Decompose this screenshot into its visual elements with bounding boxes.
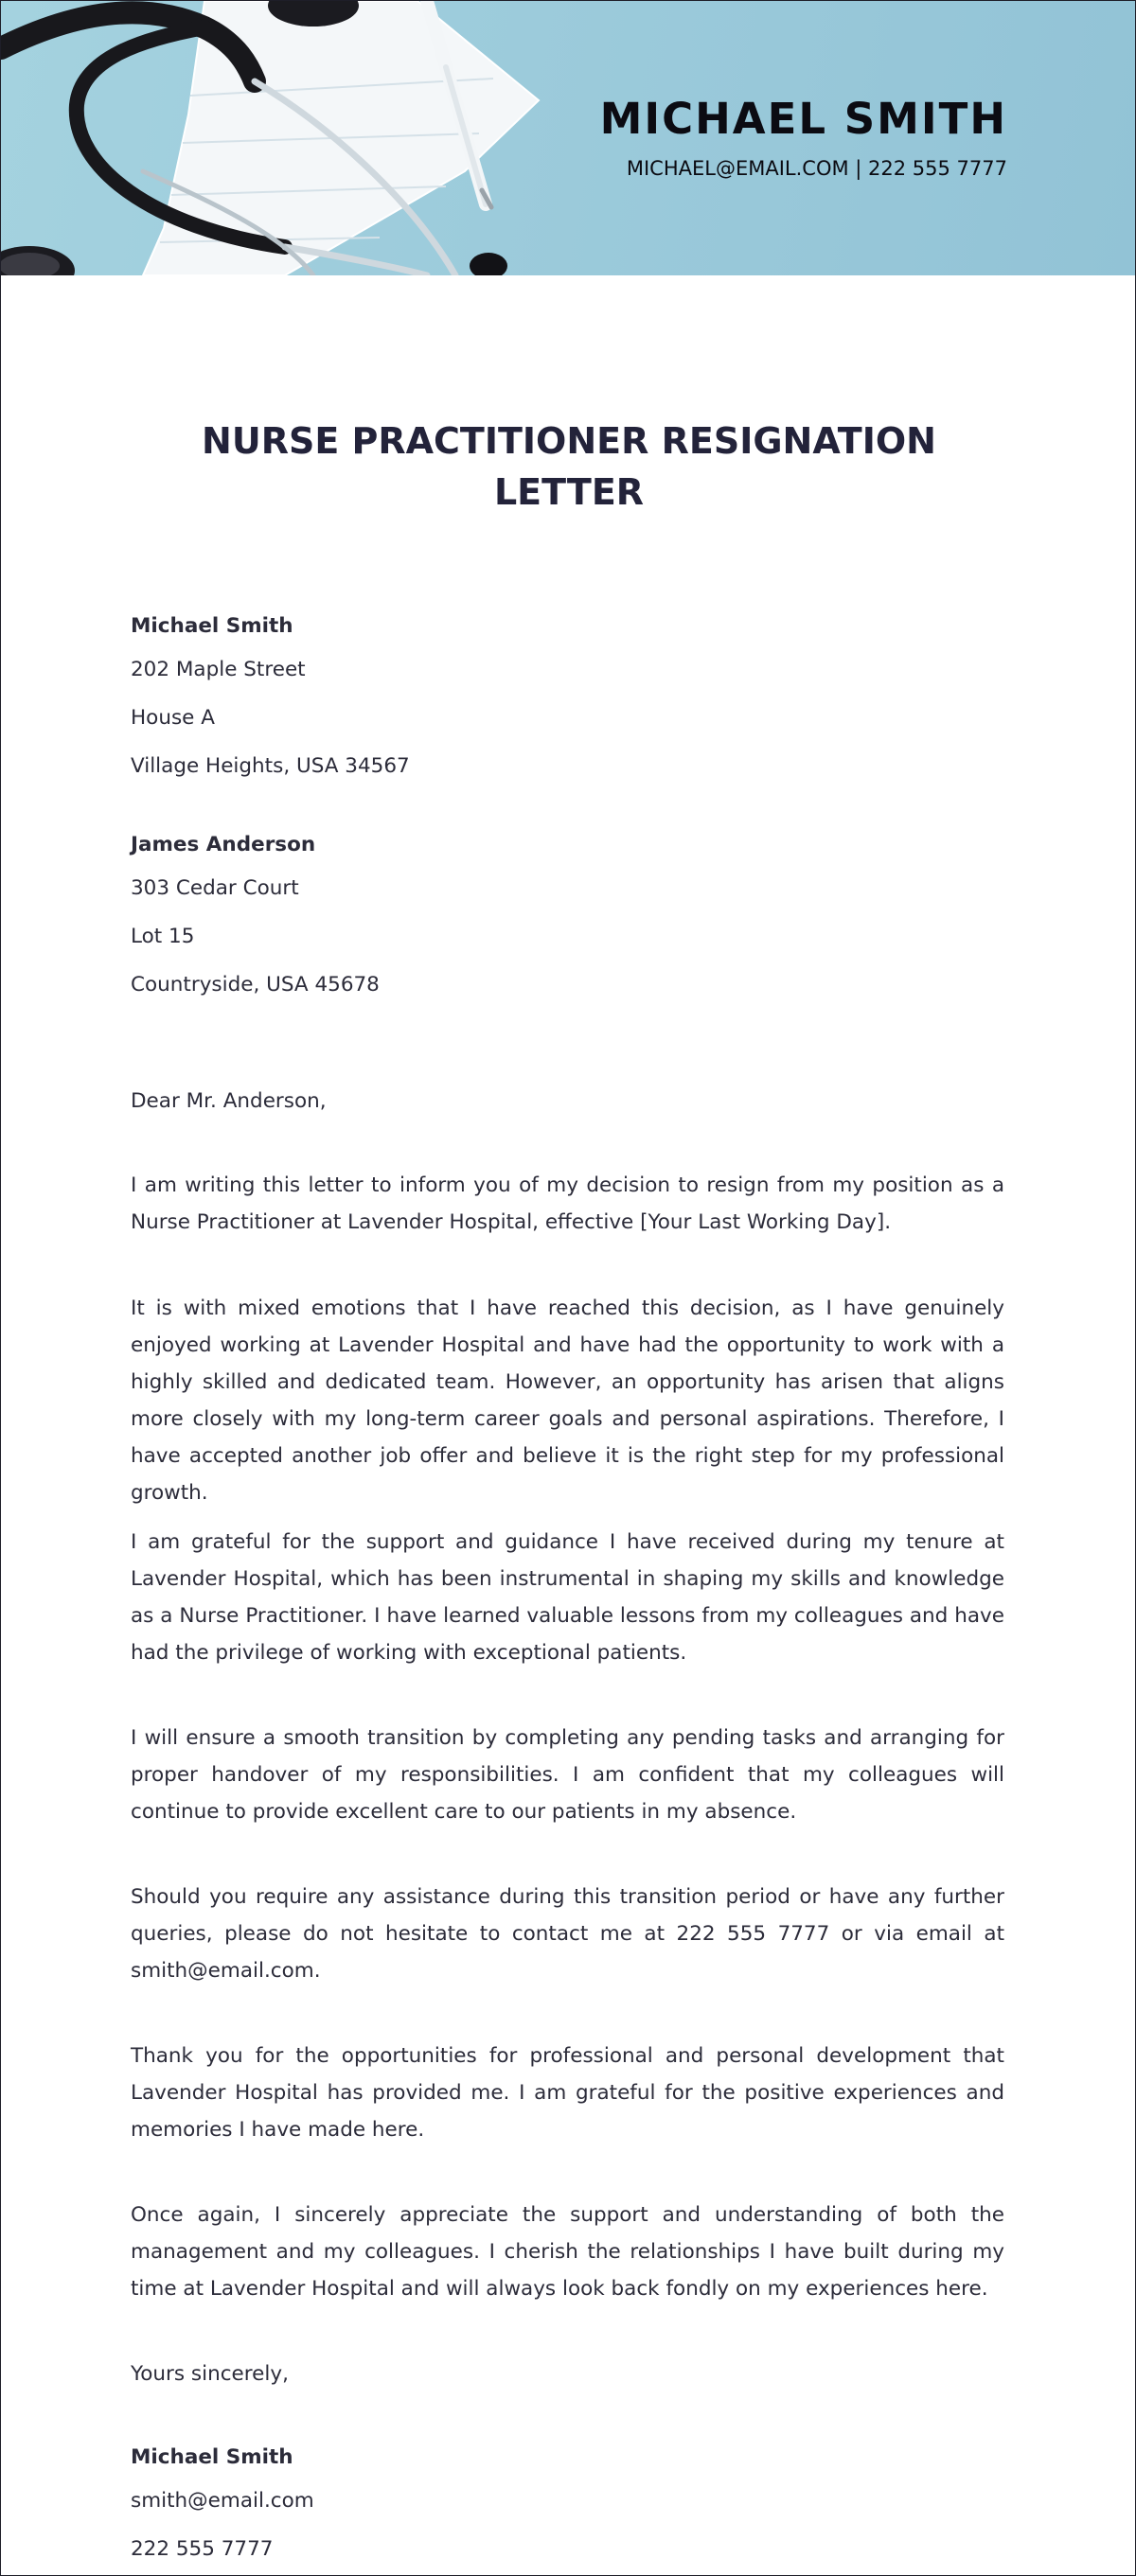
signature-block (131, 2439, 1004, 2573)
recipient-city: Countryside, USA 45678 (131, 973, 380, 997)
body-paragraph: It is with mixed emotions that I have reached this decision, as I have genuinely enjoyed working at Lavender Hospital and have had the opportunity to work with a highly skilled and dedicated team. However, an opportunity has arisen that aligns more closely with my long-term career goals and personal aspirations. Therefore, I have accepted another job offer and believe it is the right step for my professional growth. (131, 1297, 1004, 1505)
signature-email: smith@email.com (131, 2489, 314, 2513)
sender-unit: House A (131, 706, 215, 730)
recipient-name: James Anderson (131, 833, 316, 856)
header-banner (1, 1, 1135, 275)
body-paragraph: I will ensure a smooth transition by completing any pending tasks and arranging for proper handover of my responsibilities. I am confident that my colleagues will continue to provide excellent care to our patients in my absence. (131, 1726, 1004, 1824)
document-title (131, 415, 1007, 518)
header-contact: MICHAEL@EMAIL.COM | 222 555 7777 (626, 157, 1007, 180)
stethoscope-mask-illustration (1, 1, 588, 275)
sender-name: Michael Smith (131, 614, 293, 638)
body-paragraph: Thank you for the opportunities for professional and personal development that Lavender Hospital has provided me. I am grateful for the positive experiences and memories I have made here. (131, 2044, 1004, 2142)
title-line-2: LETTER (493, 471, 645, 513)
salutation: Dear Mr. Anderson, (131, 1089, 327, 1113)
recipient-street: 303 Cedar Court (131, 876, 299, 900)
title-line-1: NURSE PRACTITIONER RESIGNATION (202, 420, 936, 462)
signature-phone: 222 555 7777 (131, 2537, 274, 2561)
sender-city: Village Heights, USA 34567 (131, 754, 410, 778)
body-paragraph: I am writing this letter to inform you of my decision to resign from my position as a Nurse Practitioner at Lavender Hospital, effective [Your Last Working Day]. (131, 1173, 1004, 1234)
header-name: MICHAEL SMITH (599, 94, 1007, 144)
closing: Yours sincerely, (131, 2362, 289, 2386)
recipient-unit: Lot 15 (131, 925, 195, 948)
signature-name: Michael Smith (131, 2445, 293, 2469)
body-paragraph: Should you require any assistance during this transition period or have any further queries, please do not hesitate to contact me at 222 555 7777 or via email at smith@email.com. (131, 1885, 1004, 1983)
body-paragraph: Once again, I sincerely appreciate the support and understanding of both the management and my colleagues. I cherish the relationships I have built during my time at Lavender Hospital and will always look back fondly on my experiences here. (131, 2203, 1004, 2301)
sender-address (131, 608, 1004, 790)
sender-street: 202 Maple Street (131, 658, 306, 681)
body-paragraph: I am grateful for the support and guidance I have received during my tenure at Lavender Hospital, which has been instrumental in shaping my skills and knowledge as a Nurse Practitioner. I have learned valuable lessons from my colleagues and have had the privilege of working with exceptional patients. (131, 1530, 1004, 1665)
recipient-address (131, 826, 1004, 1009)
